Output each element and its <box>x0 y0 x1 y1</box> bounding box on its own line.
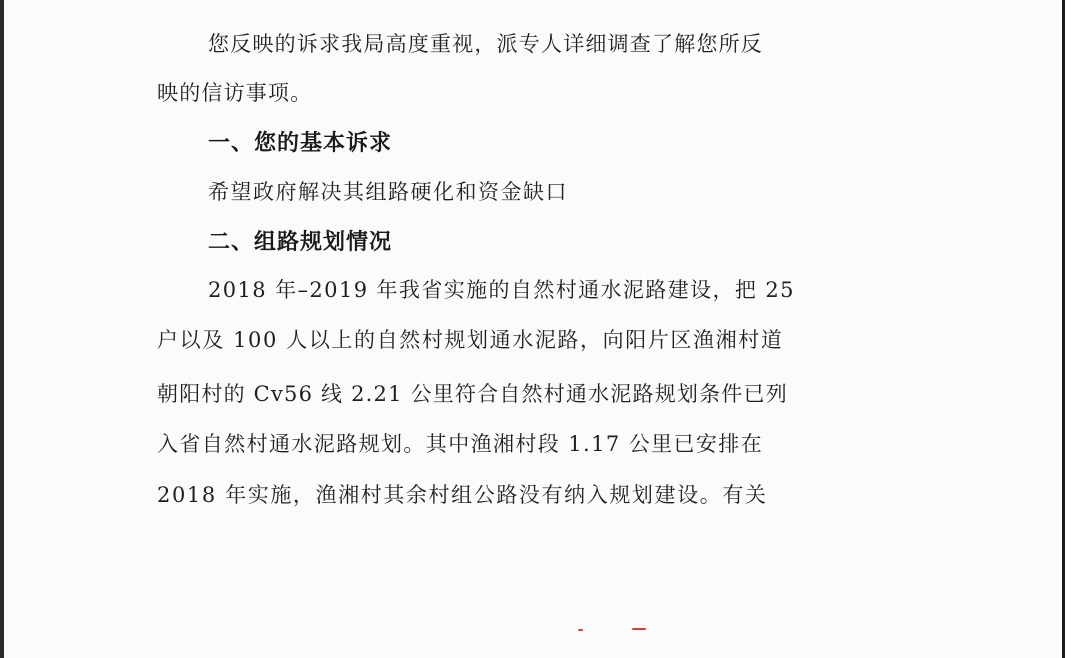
body-line-10: 2018 年实施，渔湘村其余村组公路没有纳入规划建设。有关 <box>157 483 768 507</box>
body-line-1: 您反映的诉求我局高度重视，派专人详细调查了解您所反 <box>208 32 763 56</box>
body-line-4: 希望政府解决其组路硬化和资金缺口 <box>208 180 568 204</box>
page-left-edge <box>0 0 4 658</box>
body-line-9: 入省自然村通水泥路规划。其中渔湘村段 1.17 公里已安排在 <box>157 432 764 456</box>
body-line-7: 户以及 100 人以上的自然村规划通水泥路，向阳片区渔湘村道 <box>157 328 784 352</box>
page-right-margin <box>1065 0 1080 658</box>
section-heading-2: 二、组路规划情况 <box>208 230 393 255</box>
scan-artifact <box>632 628 646 630</box>
body-line-6: 2018 年–2019 年我省实施的自然村通水泥路建设，把 25 <box>208 278 795 302</box>
body-line-2: 映的信访事项。 <box>157 81 313 105</box>
scan-artifact <box>578 629 583 631</box>
section-heading-1: 一、您的基本诉求 <box>208 131 393 156</box>
cut-off-text-line <box>150 0 390 8</box>
body-line-8: 朝阳村的 Cv56 线 2.21 公里符合自然村通水泥路规划条件已列 <box>157 382 788 406</box>
